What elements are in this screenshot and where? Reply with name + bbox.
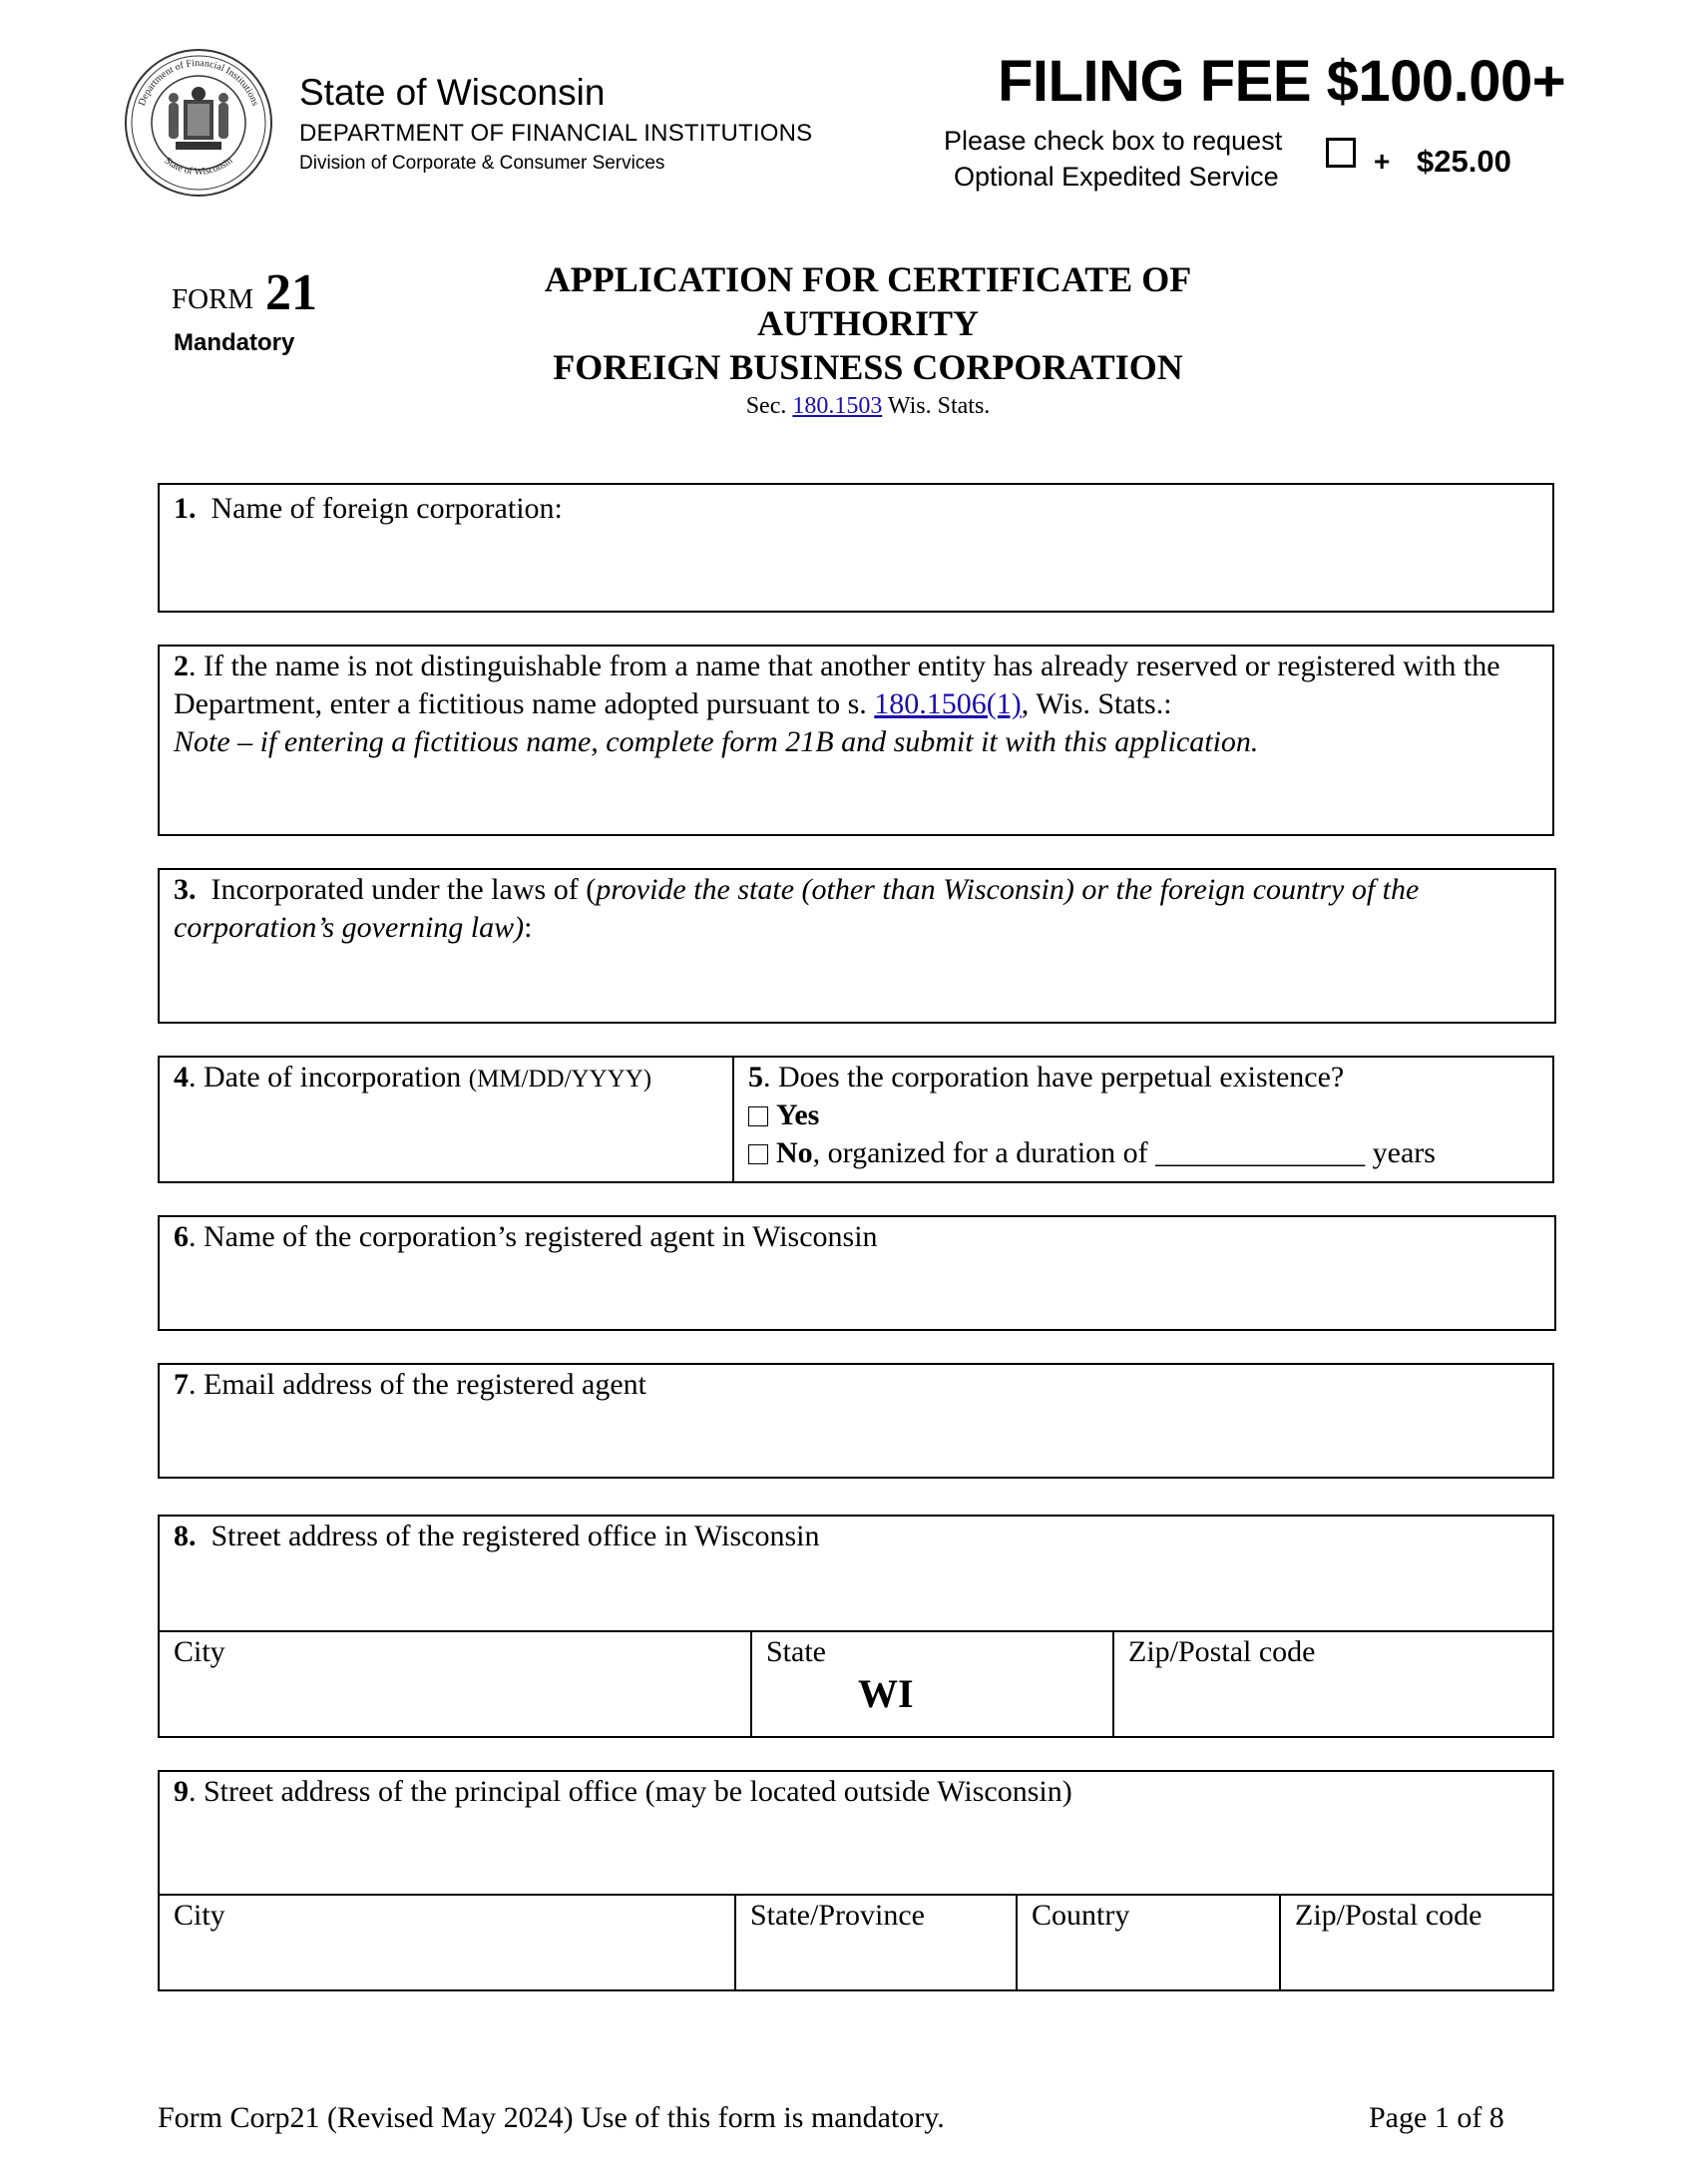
department-name: DEPARTMENT OF FINANCIAL INSTITUTIONS: [299, 120, 813, 147]
section-8-zip-label: Zip/Postal code: [1128, 1635, 1316, 1668]
statute-reference: [399, 393, 1337, 420]
registered-office-street-field[interactable]: [170, 1562, 1542, 1626]
corporation-name-field[interactable]: [170, 533, 1542, 603]
section-8-city-cell[interactable]: [160, 1632, 752, 1736]
section-8-state-label: State: [766, 1635, 826, 1668]
form-title-line2: AUTHORITY: [756, 303, 980, 343]
seal-text-bottom: State of Wisconsin: [162, 155, 235, 178]
section-6-label: 6. Name of the corporation’s registered agent in Wisconsin: [174, 1220, 878, 1253]
governing-law-field[interactable]: [170, 956, 1544, 1014]
section-1-box: [158, 483, 1554, 613]
form-label: FORM: [172, 283, 254, 315]
perpetual-yes-checkbox[interactable]: [748, 1106, 768, 1126]
section-9-city-label: City: [174, 1899, 225, 1932]
expedite-plus: +: [1374, 146, 1391, 177]
expedited-service-checkbox[interactable]: [1326, 138, 1356, 168]
statute-prefix: Sec.: [745, 393, 787, 419]
section-9-state-cell[interactable]: [736, 1896, 1018, 1989]
mandatory-label: Mandatory: [174, 329, 295, 356]
section-6-box: [158, 1215, 1556, 1331]
expedite-amount: $25.00: [1417, 144, 1511, 179]
section-1-label: 1. Name of foreign corporation:: [174, 492, 563, 525]
section-8-label: 8. Street address of the registered office in Wisconsin: [174, 1520, 820, 1552]
section-9-city-cell[interactable]: [160, 1896, 736, 1989]
statute-suffix: Wis. Stats.: [887, 393, 991, 419]
division-name: Division of Corporate & Consumer Services: [299, 153, 665, 174]
perpetual-yes-option[interactable]: Yes: [748, 1096, 819, 1134]
perpetual-no-option[interactable]: No, organized for a duration of ______________ years: [748, 1134, 1436, 1172]
section-8-zip-cell[interactable]: [1114, 1632, 1552, 1736]
section-9-zip-label: Zip/Postal code: [1295, 1899, 1482, 1932]
section-2-label: 2. If the name is not distinguishable from a name that another entity has already reserved or registered with the Department, enter a fictitious name adopted pursuant to s. 180.1506(1), Wis. Stats.: Note – if entering a fictitious name, complete form 21B and submit it with this application.: [174, 650, 1500, 758]
section-2-box: [158, 645, 1554, 836]
section-4-label: 4. Date of incorporation (MM/DD/YYYY): [174, 1061, 652, 1093]
state-seal: [124, 48, 273, 198]
footer-page-number: Page 1 of 8: [1369, 2101, 1504, 2134]
registered-agent-field[interactable]: [170, 1263, 1544, 1323]
section-3-box: [158, 868, 1556, 1024]
section-9-box: [158, 1770, 1554, 1991]
expedite-instruction-line1: Please check box to request: [944, 126, 1283, 156]
form-title-line3: FOREIGN BUSINESS CORPORATION: [553, 347, 1183, 387]
perpetual-no-checkbox[interactable]: [748, 1144, 768, 1164]
section-9-country-cell[interactable]: [1018, 1896, 1281, 1989]
section-4-5-box: [158, 1056, 1554, 1183]
incorporation-date-field[interactable]: [170, 1105, 722, 1175]
form-title-line1: APPLICATION FOR CERTIFICATE OF: [544, 259, 1192, 299]
section-8-state-cell: [752, 1632, 1114, 1736]
seal-text-top: Department of Financial Institutions: [136, 57, 261, 108]
section-7-label: 7. Email address of the registered agent: [174, 1368, 646, 1401]
section-4-cell: [160, 1058, 734, 1181]
expedite-instruction-line2: Optional Expedited Service: [954, 162, 1279, 192]
state-name: State of Wisconsin: [299, 72, 606, 113]
principal-office-street-field[interactable]: [170, 1818, 1542, 1890]
section-9-label: 9. Street address of the principal office (may be located outside Wisconsin): [174, 1775, 1072, 1808]
section-5-cell: [734, 1058, 1552, 1181]
filing-fee: FILING FEE $100.00+: [998, 49, 1566, 114]
duration-years-blank[interactable]: ______________: [1155, 1136, 1366, 1169]
section-8-box: [158, 1515, 1554, 1738]
footer-form-info: Form Corp21 (Revised May 2024) Use of this form is mandatory.: [158, 2101, 945, 2134]
section-9-country-label: Country: [1032, 1899, 1130, 1932]
section-8-state-value: WI: [858, 1671, 914, 1716]
fictitious-name-field[interactable]: [170, 770, 1542, 826]
statute-link-180-1506[interactable]: 180.1506(1): [874, 687, 1022, 720]
section-2-note: Note – if entering a fictitious name, complete form 21B and submit it with this application.: [174, 725, 1259, 758]
section-5-label: 5. Does the corporation have perpetual existence?: [748, 1061, 1345, 1093]
agent-email-field[interactable]: [170, 1411, 1542, 1471]
section-7-box: [158, 1363, 1554, 1479]
section-3-label: 3. Incorporated under the laws of (provide the state (other than Wisconsin) or the foreign country of the corporation’s governing law):: [174, 873, 1420, 944]
section-9-zip-cell[interactable]: [1281, 1896, 1552, 1989]
section-8-city-label: City: [174, 1635, 225, 1668]
form-number: 21: [265, 264, 317, 321]
statute-link[interactable]: 180.1503: [792, 393, 883, 419]
section-9-state-label: State/Province: [750, 1899, 925, 1932]
